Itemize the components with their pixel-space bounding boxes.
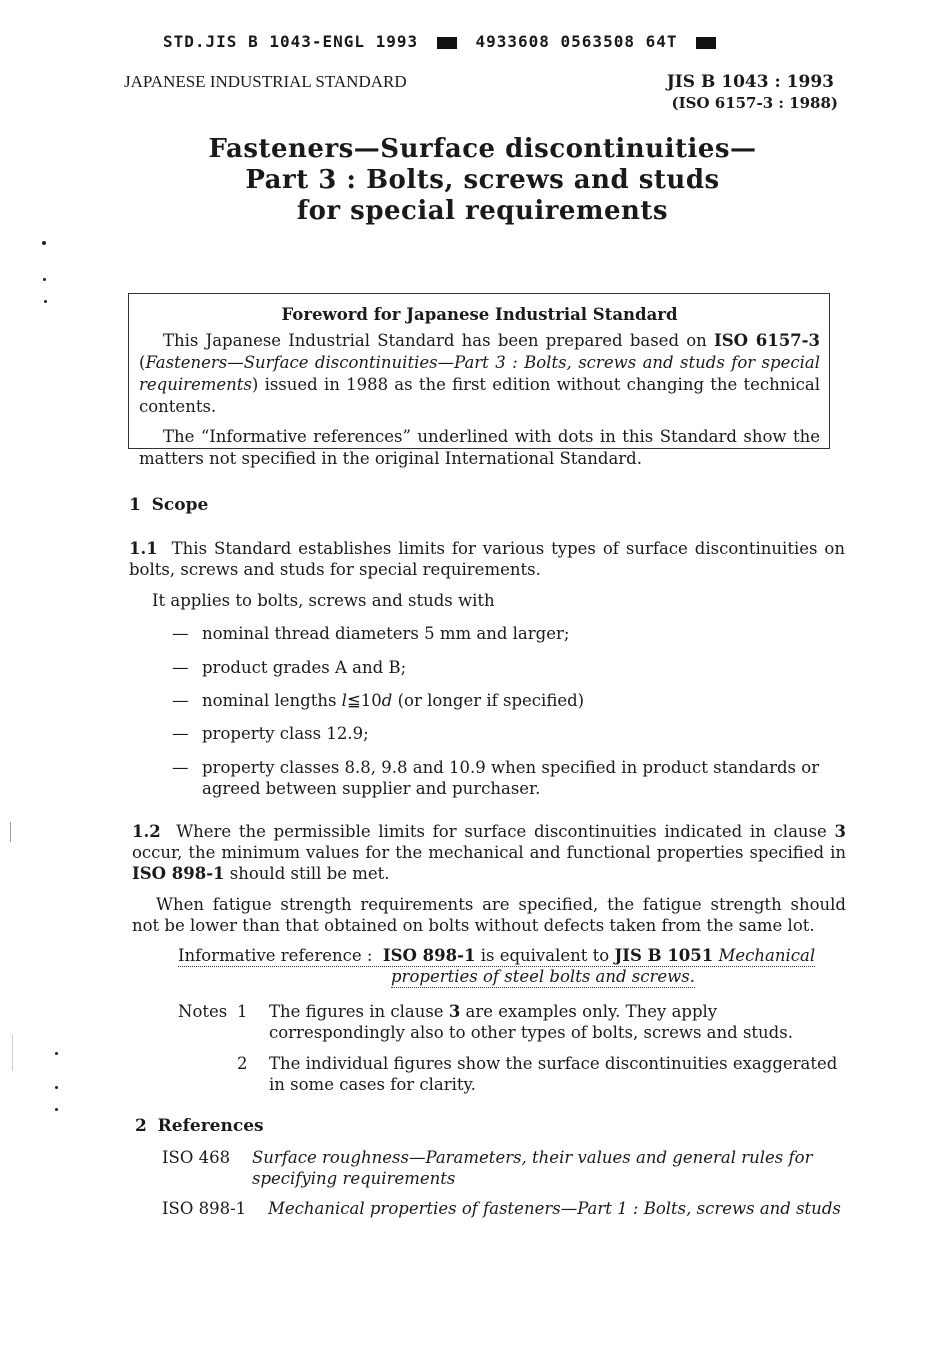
list-item-text: product grades A and B; [202,658,407,677]
section-1-title: Scope [151,495,209,515]
reference-title: Surface roughness—Parameters, their values and general rules for specifying requirements [252,1148,813,1188]
scan-dot [43,278,46,281]
note-1-text [269,1001,851,1043]
list-item [172,623,847,644]
foreword-iso-ref: ISO 6157-3 [714,331,820,350]
length-tail: (or longer if specified) [392,691,585,710]
list-item-text [202,690,847,711]
dash-bullet: — [172,624,189,643]
iso-ref: ISO 898-1 [132,864,225,883]
informative-reference [178,945,850,987]
informative-title-b: properties of steel bolts and screws. [391,967,696,986]
clause-1-1 [129,538,845,580]
note-2-number: 2 [237,1054,248,1073]
foreword-paragraph-2: The “Informative references” underlined with dots in this Standard show the matters not specified in the original International Standard. [139,427,820,468]
list-item [172,657,847,678]
list-item [172,723,847,744]
dash-bullet: — [172,658,189,677]
scan-dot [42,241,46,245]
clause-1-2-text: Where the permissible limits for surface discontinuities indicated in clause [176,822,835,841]
fatigue-paragraph: When fatigue strength requirements are specified, the fatigue strength should not be lower than that obtained on bolts without defects taken from the same lot. [132,895,846,935]
scan-margin-mark [12,1035,13,1071]
scan-dot [55,1108,58,1111]
standard-number: JIS B 1043 : 1993 [666,72,834,92]
clause-1-2-text-mid: occur, the minimum values for the mechanical and functional properties specified in [132,843,846,862]
section-2-title: References [157,1116,264,1136]
organization-name: JAPANESE INDUSTRIAL STANDARD [124,72,407,91]
foreword-iso-title: Fasteners—Surface discontinuities—Part 3 : Bolts, screws and studs for special requirements [139,353,820,394]
informative-line-1 [178,946,815,967]
list-item-text: property class 12.9; [202,724,369,743]
foreword-p1-text: This Japanese Industrial Standard has been prepared based on [163,331,715,350]
applies-intro: It applies to bolts, screws and studs with [152,591,495,610]
clause-ref: 3 [834,822,846,841]
section-2-number: 2 [135,1116,147,1136]
informative-line-2 [391,967,695,988]
foreword-box [128,293,830,468]
reference-row [162,1198,852,1219]
list-item-text: nominal thread diameters 5 mm and larger; [202,624,570,643]
clause-1-1-text: This Standard establishes limits for various types of surface discontinuities on bolts, screws and studs for special requirements. [129,539,845,579]
clause-1-2-number: 1.2 [132,822,161,841]
length-text: nominal lengths [202,691,342,710]
clause-1-1-number: 1.1 [129,539,158,558]
section-1-heading [129,495,208,516]
informative-title-a: Mechanical [718,946,816,965]
reference-row [162,1147,852,1189]
reference-title: Mechanical properties of fasteners—Part 1 : Bolts, screws and studs [268,1199,841,1218]
informative-label: Informative reference : [178,946,373,965]
dash-bullet: — [172,758,189,777]
scan-dot [44,300,47,303]
document-code-line [163,32,724,51]
dash-bullet: — [172,724,189,743]
foreword-p1-paren: ( [139,353,146,372]
note-2-text: The individual figures show the surface discontinuities exaggerated in some cases for clarity. [269,1054,838,1094]
length-operator: ≦10 [346,691,382,710]
title-line-2: Part 3 : Bolts, screws and studs [245,165,720,195]
list-item [172,690,847,711]
foreword-paragraph-1 [139,330,820,418]
clause-1-2-text-tail: should still be met. [224,864,390,883]
section-1-number: 1 [129,495,141,515]
reference-code: ISO 468 [162,1148,231,1167]
document-code-left: STD.JIS B 1043-ENGL 1993 [163,32,419,51]
note-1-ref: 3 [448,1002,461,1021]
reference-code: ISO 898-1 [162,1199,247,1218]
informative-jis: JIS B 1051 [614,946,714,965]
barcode-block-icon [437,37,457,49]
length-symbol-d: d [381,691,393,710]
note-1-number: 1 [237,1002,248,1021]
informative-mid: is equivalent to [475,946,615,965]
iso-equivalent: (ISO 6157-3 : 1988) [671,94,838,112]
section-2-heading [135,1116,264,1137]
list-item-text: property classes 8.8, 9.8 and 10.9 when specified in product standards or agreed between supplier and purchaser. [202,758,820,798]
scan-dot [55,1052,58,1055]
note-1-text-b: are examples only. They apply correspondingly also to other types of bolts, screws and studs. [269,1002,793,1042]
notes-label: Notes [178,1002,228,1021]
scan-margin-mark [10,822,11,842]
document-code-right: 4933608 0563508 64T [475,32,678,51]
list-item [172,757,847,799]
page-title [0,134,950,227]
note-1-text-a: The figures in clause [269,1002,449,1021]
length-symbol-l: l [341,691,347,710]
foreword-heading: Foreword for Japanese Industrial Standard [281,305,678,324]
informative-iso: ISO 898-1 [382,946,476,965]
barcode-block-end-icon [696,37,716,49]
dash-bullet: — [172,691,189,710]
title-line-1: Fasteners—Surface discontinuities— [208,134,757,164]
foreword-p1-tail: ) issued in 1988 as the first edition without changing the technical contents. [139,375,820,416]
scan-dot [55,1086,58,1089]
title-line-3: for special requirements [296,196,669,226]
clause-1-2 [132,821,846,884]
